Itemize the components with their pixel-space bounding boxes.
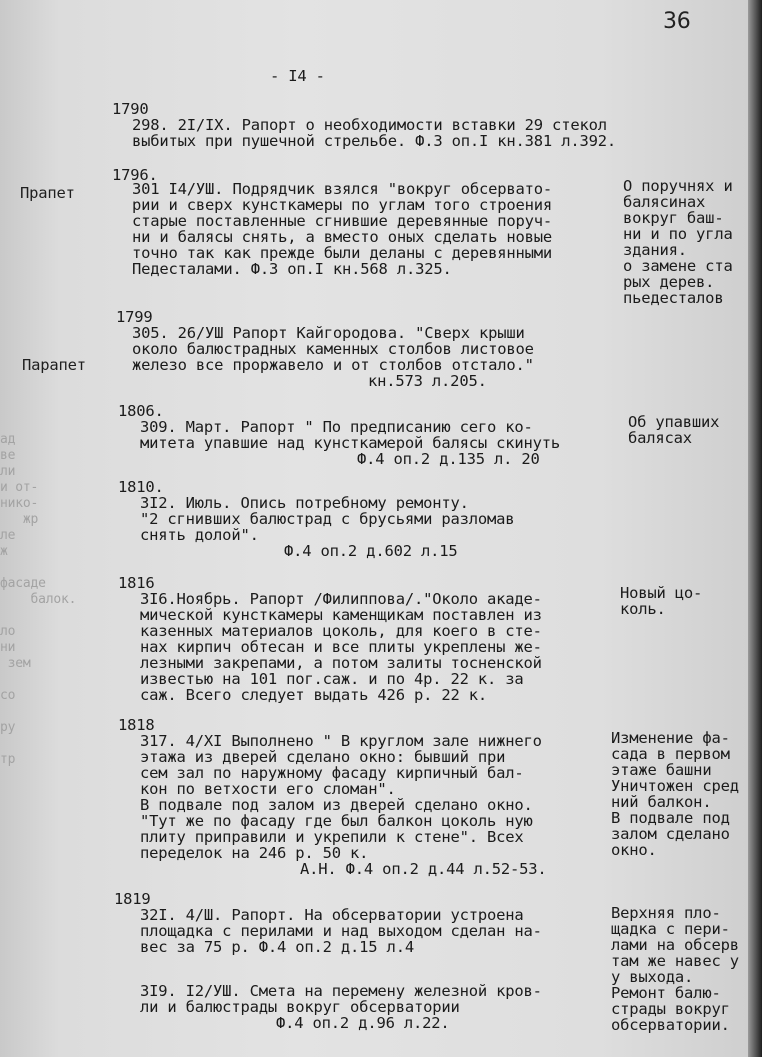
entry-line: "2 сгнивших балюстрад с брусьями разломав: [140, 510, 515, 528]
margin-note: сада в первом: [611, 745, 730, 763]
entry-line: Ф.4 оп.2 д.135 л. 20: [357, 450, 540, 468]
entry-line: старые поставленные сгнившие деревянные поруч-: [132, 212, 553, 230]
entry-year: 1806.: [118, 402, 164, 420]
margin-note: ний балкон.: [611, 793, 712, 811]
entry-year: 1790: [112, 100, 149, 118]
entry-line: точно так как прежде были деланы с деревянными: [132, 244, 553, 262]
entry-line: 3I9. I2/УШ. Смета на перемену железной кров-: [140, 982, 542, 1000]
entry-line: 32I. 4/Ш. Рапорт. На обсерватории устроена: [140, 906, 524, 924]
entry-line: Ф.4 оп.2 д.96 л.22.: [276, 1014, 450, 1032]
margin-note: обсерватории.: [611, 1016, 730, 1034]
entry-line: 309. Март. Рапорт " По предписанию сего ко-: [140, 418, 533, 436]
margin-note: там же навес у: [611, 952, 739, 970]
entry-line: 317. 4/XI Выполнено " В круглом зале нижнего: [140, 732, 542, 750]
entry-line: железо все проржавело и от столбов отстало.": [132, 356, 534, 374]
entry-line: В подвале под залом из дверей сделано окно.: [140, 796, 533, 814]
entry-year: 1796.: [112, 166, 158, 184]
entry-year: 1819: [114, 890, 151, 908]
entry-line: "Тут же по фасаду где был балкон цоколь ную: [140, 812, 533, 830]
margin-note: окно.: [611, 841, 657, 859]
entry-line: 305. 26/УШ Рапорт Кайгородова. "Сверх крыши: [132, 324, 525, 342]
page-number: - I4 -: [270, 67, 325, 85]
entry-line: кн.573 л.205.: [368, 372, 487, 390]
entry-line: ли и балюстрады вокруг обсерватории: [140, 998, 460, 1016]
entry-line: сем зал по наружному фасаду кирпичный бал-: [140, 764, 524, 782]
entry-line: плиту приправили и укрепили к стене". Всех: [140, 828, 524, 846]
entry-line: рии и сверх кунсткамеры по углам того строения: [132, 196, 553, 214]
entry-line: переделок на 246 р. 50 к.: [140, 844, 369, 862]
entry-line: митета упавшие над кунсткамерой балясы скинуть: [140, 434, 561, 452]
entry-year: 1816: [118, 574, 155, 592]
entry-line: мической кунсткамеры каменщикам поставлен из: [140, 606, 542, 624]
entry-year: 1810.: [118, 478, 164, 496]
margin-note: О поручнях и: [623, 177, 733, 195]
margin-note: В подвале под: [611, 809, 730, 827]
entry-line: лезными закрепами, а потом залиты тосненской: [140, 654, 542, 672]
entry-line: 3I6.Ноябрь. Рапорт /Филиппова/."Около акаде-: [140, 590, 542, 608]
entry-year: 1799: [116, 308, 153, 326]
margin-note: ни и по угла: [623, 225, 733, 243]
margin-note: страды вокруг: [611, 1000, 730, 1018]
entry-line: 298. 2I/IX. Рапорт о необходимости вставки 29 стекол: [132, 116, 607, 134]
entry-line: саж. Всего следует выдать 426 р. 22 к.: [140, 686, 488, 704]
entry-line: 3I2. Июль. Опись потребному ремонту.: [140, 494, 469, 512]
entry-line: известью на 101 пог.саж. и по 4р. 22 к. за: [140, 670, 524, 688]
bleed-through-text: ад ве ли и от- нико- жр ле ж фасаде балок. ло ни зем со ру тр: [0, 432, 77, 767]
entry-year: 1818: [118, 716, 155, 734]
entry-line: Педесталами. Ф.3 оп.I кн.568 л.325.: [132, 260, 452, 278]
margin-note: этаже башни: [611, 761, 712, 779]
margin-note: Новый цо-: [620, 584, 703, 602]
margin-note: Изменение фа-: [611, 729, 730, 747]
margin-note: балясинах: [623, 193, 706, 211]
margin-note: о замене ста: [623, 257, 733, 275]
margin-heading: Прапет: [20, 184, 75, 202]
margin-note: лами на обсерв: [611, 936, 739, 954]
entry-line: площадка с перилами и над выходом сделан на-: [140, 922, 542, 940]
entry-line: Ф.4 оп.2 д.602 л.15: [284, 542, 458, 560]
entry-line: вес за 75 р. Ф.4 оп.2 д.15 л.4: [140, 938, 414, 956]
entry-line: А.Н. Ф.4 оп.2 д.44 л.52-53.: [300, 860, 547, 878]
margin-heading: Парапет: [22, 356, 86, 374]
margin-note: рых дерев.: [623, 273, 715, 291]
margin-note: Об упавших: [628, 413, 720, 431]
margin-note: щадка с пери-: [611, 920, 730, 938]
margin-note: вокруг баш-: [623, 209, 724, 227]
folio-number: 36: [663, 9, 691, 34]
entry-line: этажа из дверей сделано окно: бывший при: [140, 748, 506, 766]
entry-line: около балюстрадных каменных столбов листовое: [132, 340, 534, 358]
margin-note: пьедесталов: [623, 289, 724, 307]
entry-line: нах кирпич обтесан и все плиты укреплены же-: [140, 638, 542, 656]
margin-note: коль.: [620, 600, 666, 618]
margin-note: у выхода.: [611, 968, 694, 986]
margin-note: залом сделано: [611, 825, 730, 843]
entry-line: снять долой".: [140, 526, 259, 544]
page-edge-shadow: [748, 0, 762, 1057]
entry-line: казенных материалов цоколь, для коего в сте-: [140, 622, 542, 640]
margin-note: балясах: [628, 429, 692, 447]
entry-line: кон по ветхости его сломан".: [140, 780, 396, 798]
entry-line: выбитых при пушечной стрельбе. Ф.3 оп.I кн.381 л.392.: [132, 132, 616, 150]
margin-note: здания.: [623, 241, 687, 259]
margin-note: Ремонт балю-: [611, 984, 721, 1002]
entry-line: 301 I4/УШ. Подрядчик взялся "вокруг обсервато-: [132, 180, 553, 198]
entry-line: ни и балясы снять, а вместо оных сделать новые: [132, 228, 553, 246]
margin-note: Верхняя пло-: [611, 904, 721, 922]
margin-note: Уничтожен сред: [611, 777, 739, 795]
